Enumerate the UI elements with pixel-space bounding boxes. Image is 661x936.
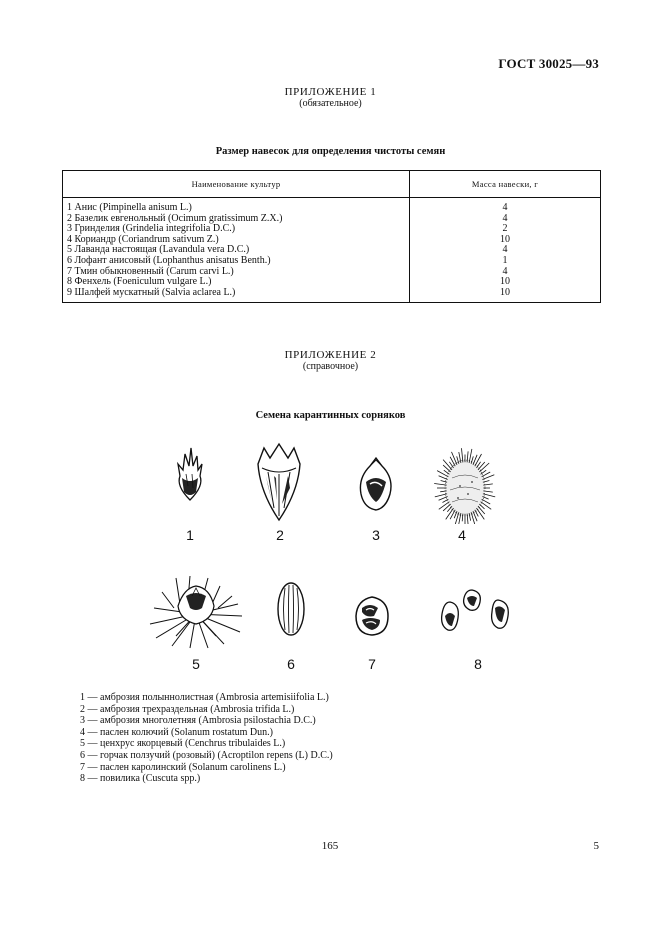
column-header-mass: Масса навески, г	[410, 171, 601, 198]
table-row	[63, 256, 601, 267]
legend-item: 7 — паслен каролинский (Solanum carolinens L.)	[80, 761, 286, 773]
figure-number: 7	[368, 656, 376, 672]
sample-mass: 10	[410, 277, 601, 288]
sample-mass: 4	[410, 198, 601, 214]
crop-name: 3 Гринделия (Grindelia integrifolia D.C.)	[63, 224, 410, 235]
standard-number: ГОСТ 30025—93	[498, 56, 599, 71]
crop-name: 2 Базелик евгенольный (Ocimum gratissimum Z.X.)	[63, 214, 410, 225]
seed-2-illustration	[254, 442, 304, 522]
legend-item: 8 — повилика (Cuscuta spp.)	[80, 773, 201, 785]
figure-number: 8	[474, 656, 482, 672]
table-title: Размер навесок для определения чистоты семян	[215, 146, 446, 157]
legend-item: 3 — амброзия многолетняя (Ambrosia psilostachia D.C.)	[80, 715, 316, 727]
appendix-1-status: (обязательное)	[299, 98, 362, 109]
page-number: 165	[321, 840, 339, 852]
crop-name: 4 Кориандр (Coriandrum sativum Z.)	[63, 235, 410, 246]
crop-name: 5 Лаванда настоящая (Lavandula vera D.C.)	[63, 245, 410, 256]
sample-mass: 1	[410, 256, 601, 267]
column-header-crop: Наименование культур	[63, 171, 410, 198]
crop-name: 1 Анис (Pimpinella anisum L.)	[63, 198, 410, 214]
crop-name: 9 Шалфей мускатный (Salvia aclarea L.)	[63, 288, 410, 303]
appendix-1-title: ПРИЛОЖЕНИЕ 1	[284, 86, 377, 98]
seed-mass-table	[62, 170, 601, 303]
legend-item: 5 — ценхрус якорцевый (Cenchrus tribulaides L.)	[80, 738, 286, 750]
legend-item: 6 — горчак ползучий (розовый) (Acroptilon repens (L) D.C.)	[80, 749, 333, 761]
legend-item: 4 — паслен колючий (Solanum rostatum Dun.)	[80, 726, 273, 738]
figure-number: 5	[192, 656, 200, 672]
crop-name: 7 Тмин обыкновенный (Carum carvi L.)	[63, 267, 410, 278]
figure-number: 1	[186, 527, 194, 543]
figure-number: 4	[458, 527, 466, 543]
table-row	[63, 198, 601, 214]
sample-mass: 4	[410, 214, 601, 225]
figure-number: 3	[372, 527, 380, 543]
sample-mass: 10	[410, 288, 601, 303]
legend-item: 2 — амброзия трехраздельная (Ambrosia trifida L.)	[80, 703, 295, 715]
seed-5-illustration	[146, 574, 246, 650]
crop-name: 8 Фенхель (Foeniculum vulgare L.)	[63, 277, 410, 288]
seed-3-illustration	[356, 456, 396, 512]
sample-mass: 10	[410, 235, 601, 246]
sample-mass: 4	[410, 245, 601, 256]
figure-number: 2	[276, 527, 284, 543]
figure-number: 6	[287, 656, 295, 672]
sample-mass: 4	[410, 267, 601, 278]
seed-6-illustration	[274, 580, 308, 638]
legend-item: 1 — амброзия полыннолистная (Ambrosia artemisiifolia L.)	[80, 692, 329, 703]
sheet-number: 5	[593, 840, 599, 852]
appendix-2-status: (справочное)	[302, 361, 359, 372]
crop-name: 6 Лофант анисовый (Lophanthus anisatus Benth.)	[63, 256, 410, 267]
seed-7-illustration	[352, 594, 392, 638]
seed-8-illustration	[436, 586, 516, 636]
appendix-2-title: ПРИЛОЖЕНИЕ 2	[284, 349, 377, 361]
figure-title: Семена карантинных сорняков	[255, 410, 406, 421]
seed-1-illustration	[172, 444, 208, 504]
seed-4-illustration	[432, 438, 498, 524]
figure-legend	[80, 692, 333, 785]
sample-mass: 2	[410, 224, 601, 235]
table-row	[63, 288, 601, 303]
